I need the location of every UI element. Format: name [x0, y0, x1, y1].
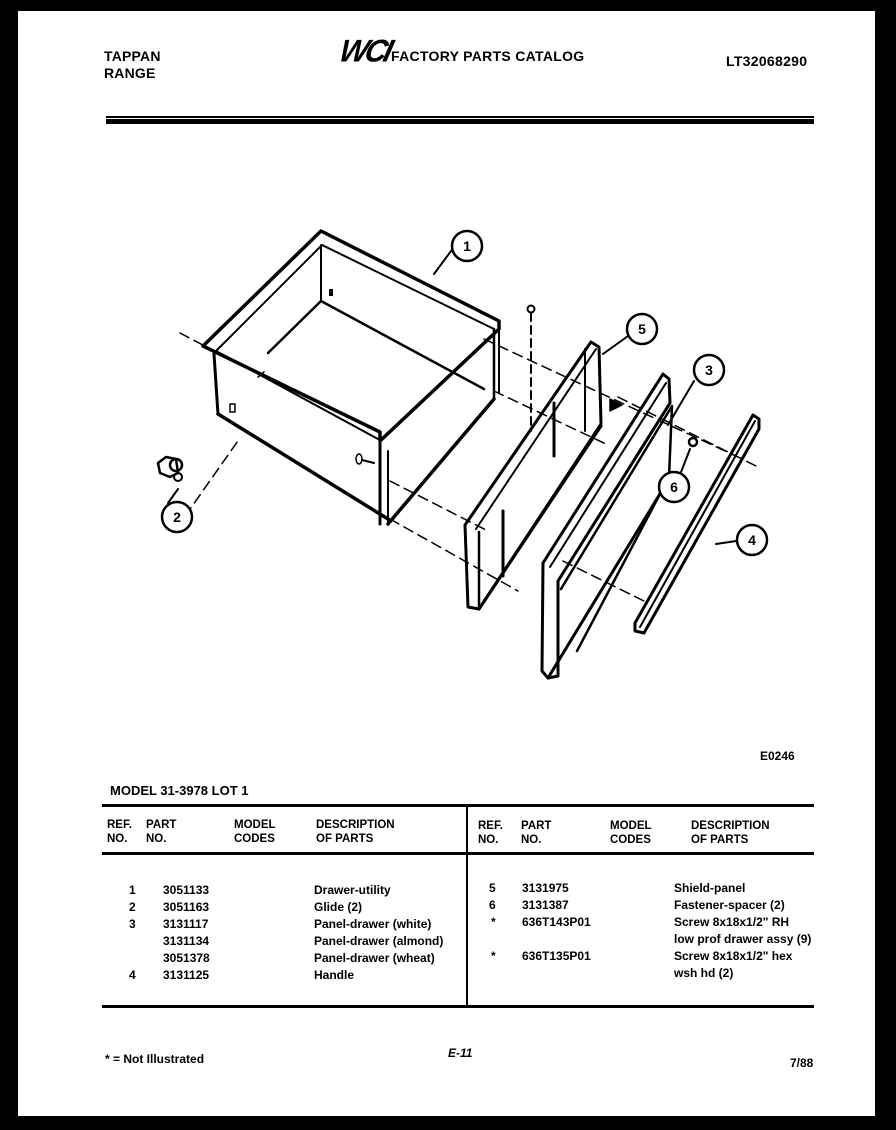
header-description-right: DESCRIPTION OF PARTS	[691, 820, 770, 846]
catalog-date: 7/88	[790, 1056, 814, 1070]
svg-text:6: 6	[670, 479, 678, 495]
header-description-left: DESCRIPTION OF PARTS	[316, 819, 395, 845]
header-model-codes-right: MODEL CODES	[610, 820, 652, 846]
document-id: LT32068290	[726, 53, 808, 69]
exploded-parts-diagram	[18, 11, 875, 771]
callout-5	[627, 314, 657, 344]
svg-text:1: 1	[463, 238, 471, 254]
brand-line-1: TAPPAN	[104, 48, 161, 64]
header-ref-no-right: REF. NO.	[478, 820, 503, 846]
model-line: MODEL 31-3978 LOT 1	[110, 783, 249, 798]
svg-text:2: 2	[173, 509, 181, 525]
callout-6	[659, 472, 689, 502]
callout-4	[737, 525, 767, 555]
drawer-utility-drawing	[203, 231, 499, 524]
table-bottom-rule	[102, 1005, 814, 1008]
header-part-no-right: PART NO.	[521, 820, 552, 846]
svg-text:4: 4	[748, 532, 756, 548]
handle-drawing	[635, 415, 759, 633]
not-illustrated-note: * = Not Illustrated	[105, 1052, 205, 1066]
table-top-rule	[102, 804, 814, 807]
table-header-rule	[102, 852, 814, 855]
header-part-no-left: PART NO.	[146, 819, 177, 845]
catalog-page: TAPPAN RANGE WCI FACTORY PARTS CATALOG LT32068290 1 2 3 4 5 6 E0246 MODEL 31-3978 LOT 1 REF. NO. PART NO. MODEL CODES DESCRIPTION OF PARTS REF. NO. PART NO. MODEL CODES DESCRIPTION OF PARTS 1 3051133 Drawer-utility 2 3051163 Glide (2) 3 3131117 Panel-drawer (white) 3131134 Panel-drawer (almond) 3051378 Panel-drawer (wheat) 4 3131125 Handle 5 3131975 Shield-panel 6 3131387 Fastener-spacer (2) * 636T143P01 Screw 8x18x1/2" RH low prof drawer assy (9) * 636T135P01 Screw 8x18x1/2" hex wsh hd (2) * = Not Illustrated E-11 7/88	[18, 11, 875, 1116]
catalog-title: FACTORY PARTS CATALOG	[391, 48, 585, 64]
svg-text:5: 5	[638, 321, 646, 337]
wci-logo: WCI	[335, 34, 394, 69]
header-model-codes-left: MODEL CODES	[234, 819, 276, 845]
glide-drawing	[158, 457, 182, 481]
svg-text:3: 3	[705, 362, 713, 378]
table-column-divider	[466, 805, 468, 1006]
page-number: E-11	[448, 1046, 473, 1060]
brand-line-2: RANGE	[104, 65, 156, 81]
callout-3	[694, 355, 724, 385]
callout-2	[162, 502, 192, 532]
figure-code: E0246	[760, 749, 795, 763]
header-ref-no-left: REF. NO.	[107, 819, 132, 845]
callout-1	[452, 231, 482, 261]
